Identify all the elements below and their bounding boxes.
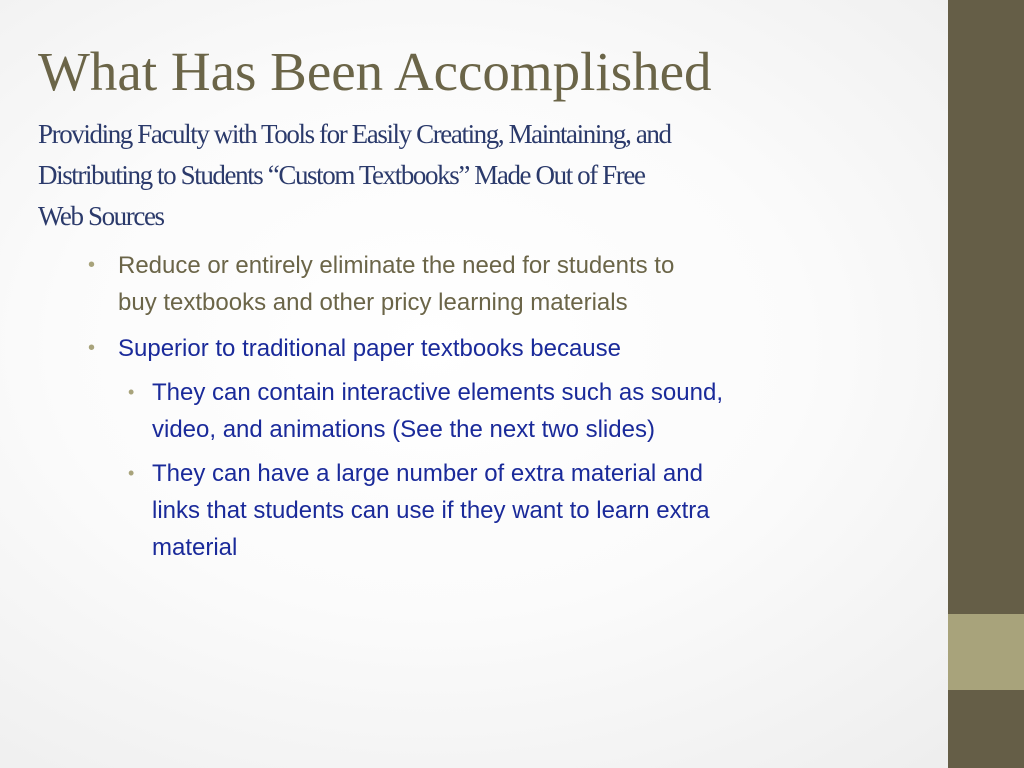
bullet-dot-icon: • (128, 463, 135, 483)
bullet-item (88, 247, 858, 321)
bullet-dot-icon: • (88, 254, 96, 276)
side-accent-square (948, 614, 1024, 690)
sub-bullet-item (118, 374, 858, 448)
sub-bullet-text-line: material (152, 534, 238, 561)
sub-bullet-text-line: links that students can use if they want to learn extra (152, 497, 710, 524)
slide-subtitle (38, 114, 918, 237)
bullet-list (88, 247, 858, 575)
subtitle-line: Web Sources (38, 201, 164, 231)
bullet-dot-icon: • (128, 382, 135, 402)
bullet-text-line: Reduce or entirely eliminate the need for students to (118, 252, 675, 279)
subtitle-line: Providing Faculty with Tools for Easily Creating, Maintaining, and (38, 119, 671, 149)
sub-bullet-text-line: video, and animations (See the next two slides) (152, 416, 655, 443)
sub-bullet-item (118, 455, 858, 566)
bullet-item (88, 330, 858, 566)
bullet-text-line: buy textbooks and other pricy learning materials (118, 289, 628, 316)
subtitle-line: Distributing to Students “Custom Textbooks” Made Out of Free (38, 160, 645, 190)
bullet-text-line: Superior to traditional paper textbooks because (118, 335, 621, 362)
sub-bullet-text-line: They can have a large number of extra material and (152, 460, 703, 487)
bullet-dot-icon: • (88, 337, 96, 359)
sub-bullet-list (118, 374, 858, 566)
sub-bullet-text-line: They can contain interactive elements such as sound, (152, 379, 723, 406)
slide-title: What Has Been Accomplished (38, 41, 712, 102)
